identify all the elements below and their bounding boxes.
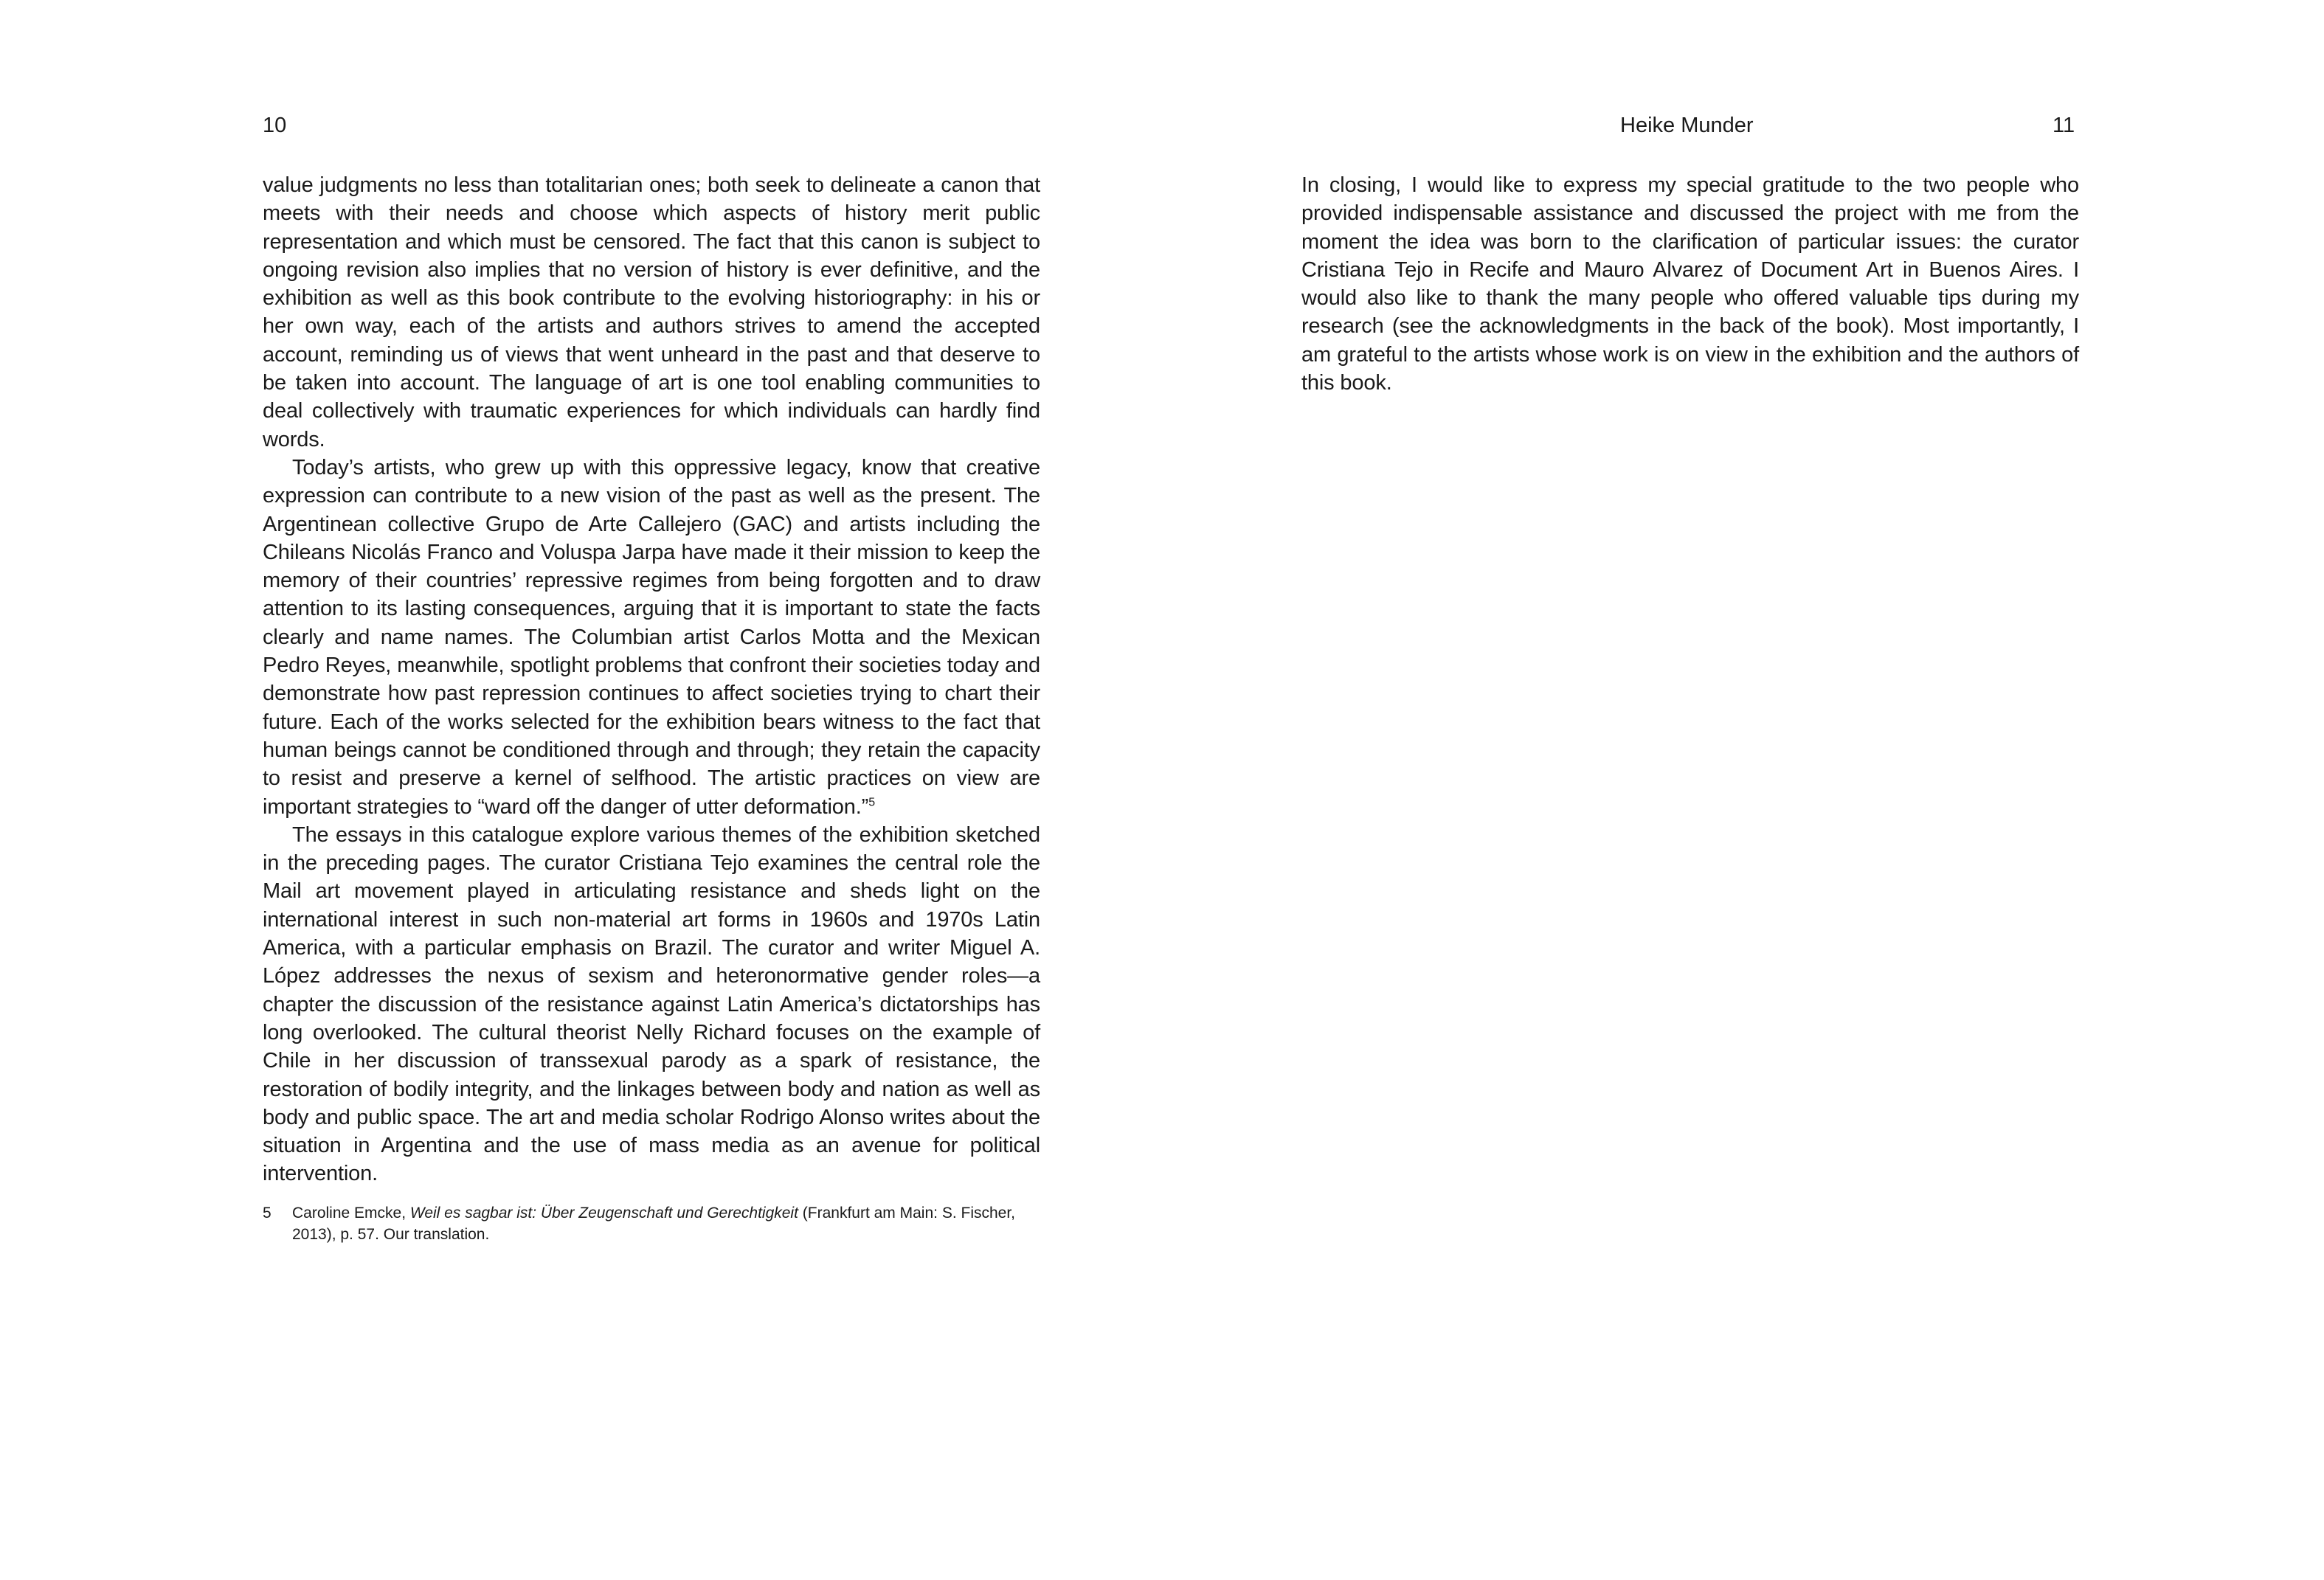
footnote-number: 5 [263,1205,272,1222]
footnote-text-after: (Frankfurt am Main: S. Fischer, 2013), p. 57. Our translation. [292,1205,1016,1243]
footnote [263,1202,1040,1245]
page-number-right: 11 [2052,114,2075,137]
body-text-left [263,171,1040,1188]
footnote-text-before: Caroline Emcke, [292,1205,410,1222]
footnote-text [292,1202,1040,1245]
closing-paragraph: In closing, I would like to express my special gratitude to the two people who provided indispensable assistance and discussed the project with me from the moment the idea was born to the clarification of particular issues: the curator Cristiana Tejo in Recife and Mauro Alvarez of Document Art in Buenos Aires. I would also like to thank the many people who offered valuable tips during my research (see the acknowledgments in the back of the book). Most importantly, I am grateful to the artists whose work is on view in the exhibition and the authors of this book. [1301,173,2079,395]
footnote-reference[interactable]: 5 [868,795,875,808]
paragraph-2 [263,454,1040,821]
paragraph-1: value judgments no less than totalitarian ones; both seek to delineate a canon that meets with their needs and choose which aspects of history merit public representation and which must be censored. The fact that this canon is subject to ongoing revision also implies that no version of history is ever definitive, and the exhibition as well as this book contribute to the evolving historiography: in his or her own way, each of the artists and authors strives to amend the accepted account, reminding us of views that went unheard in the past and that deserve to be taken into account. The language of art is one tool enabling communities to deal collectively with traumatic experiences for which individuals can hardly find words. [263,173,1040,451]
running-head: Heike Munder [1620,114,1754,137]
paragraph-3: The essays in this catalogue explore various themes of the exhibition sketched in the preceding pages. The curator Cristiana Tejo examines the central role the Mail art movement played in articulating resistance and sheds light on the international interest in such non-material art forms in 1960s and 1970s Latin America, with a particular emphasis on Brazil. The curator and writer Miguel A. López addresses the nexus of sexism and heteronormative gender roles—a chapter the discussion of the resistance against Latin America’s dictatorships has long overlooked. The cultural theorist Nelly Richard focuses on the example of Chile in her discussion of transsexual parody as a spark of resistance, the restoration of bodily integrity, and the linkages between body and nation as well as body and public space. The art and media scholar Rodrigo Alonso writes about the situation in Argentina and the use of mass media as an avenue for political intervention. [263,822,1040,1186]
body-text-right [1301,171,2079,397]
footnote-title: Weil es sagbar ist: Über Zeugenschaft und Gerechtigkeit [409,1205,798,1222]
page-number-left: 10 [263,114,287,137]
paragraph-2-text: Today’s artists, who grew up with this oppressive legacy, know that creative expression can contribute to a new vision of the past as well as the present. The Argentinean collective Grupo de Arte Callejero (GAC) and artists including the Chileans Nicolás Franco and Voluspa Jarpa have made it their mission to keep the memory of their countries’ repressive regimes from being forgotten and to draw attention to its lasting consequences, arguing that it is important to state the facts clearly and name names. The Columbian artist Carlos Motta and the Mexican Pedro Reyes, meanwhile, spotlight problems that confront their societies today and demonstrate how past repression continues to affect societies trying to chart their future. Each of the works selected for the exhibition bears witness to the fact that human beings cannot be conditioned through and through; they retain the capacity to resist and preserve a kernel of selfhood. The artistic practices on view are important strategies to “ward off the danger of utter deformation.” [263,455,1040,819]
